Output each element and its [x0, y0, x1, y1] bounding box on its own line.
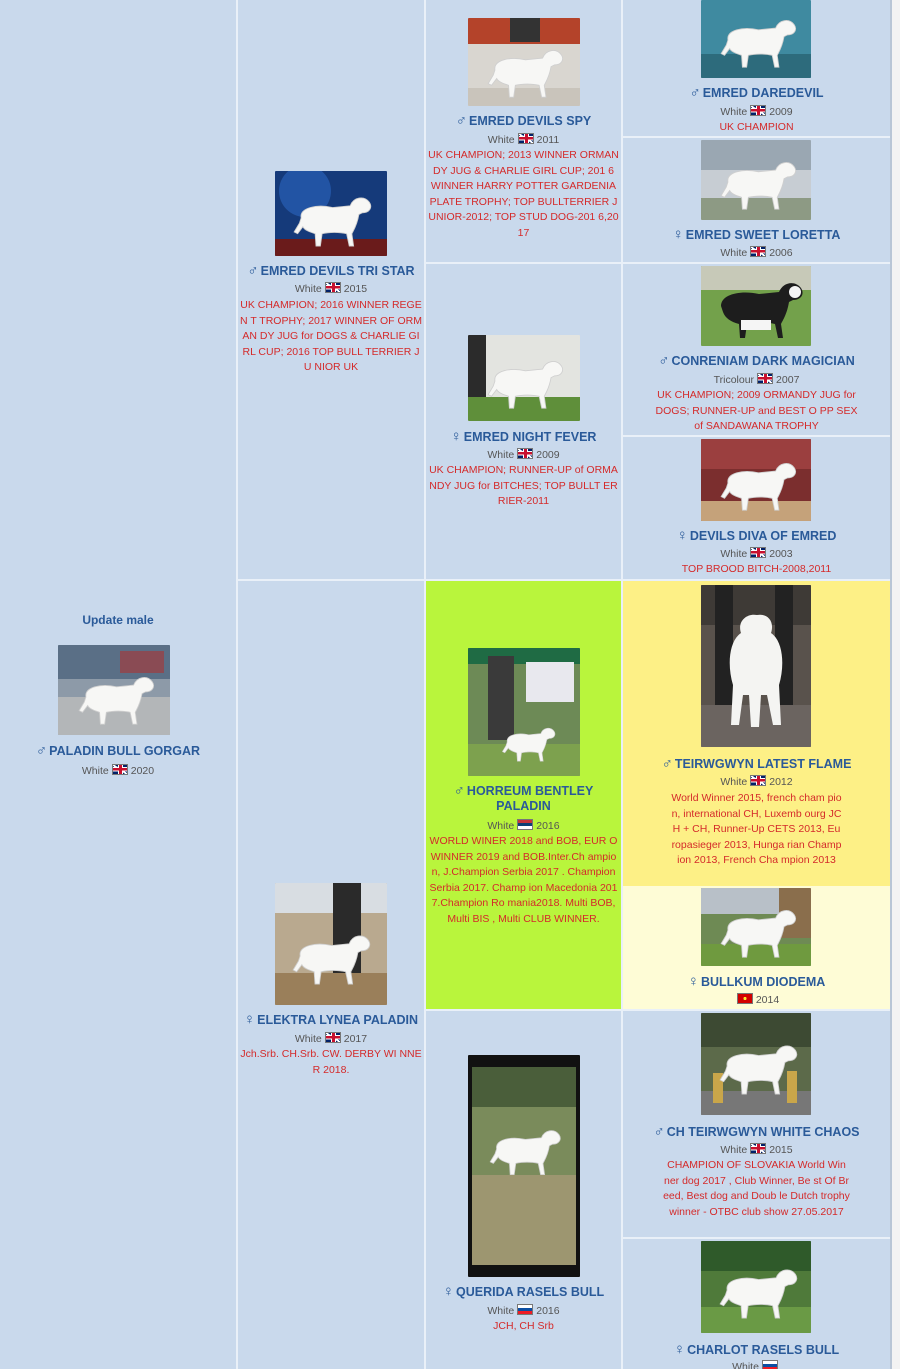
- ggp-1-meta: [623, 105, 890, 118]
- male-icon: ♂: [653, 1123, 665, 1140]
- dam-dam-color: White: [487, 1305, 515, 1317]
- ggp-2-photo[interactable]: [701, 140, 811, 220]
- female-icon: ♀: [672, 226, 684, 243]
- sire-sire-color: White: [487, 134, 515, 146]
- male-icon: ♂: [455, 112, 467, 129]
- rs-flag-icon: [517, 819, 533, 830]
- female-icon: ♀: [450, 428, 462, 445]
- sire-sire-year: 2011: [536, 134, 560, 146]
- ggp-3-color: Tricolour: [713, 374, 755, 386]
- ggp-2-name-row[interactable]: [623, 226, 890, 243]
- ggp-6-year: 2014: [755, 994, 780, 1006]
- sire-dam-name-row[interactable]: [426, 428, 621, 445]
- sk-flag-icon: [517, 1304, 533, 1315]
- ggp-7-year: 2015: [769, 1144, 793, 1156]
- ggp-cell-1: [623, 0, 890, 136]
- ggp-5-titles: World Winner 2015, french cham pion, international CH, Luxemb ourg JCH + CH, Runner-Up CETS 2013, Europasieger 2013, Hunga rian Champion 2013, French Cha mpion 2013: [671, 792, 842, 867]
- ggp-4-name: DEVILS DIVA OF EMRED: [689, 529, 837, 543]
- gb-flag-icon: [325, 1032, 341, 1043]
- sire-dam-color: White: [487, 449, 515, 461]
- dam-year: 2017: [343, 1033, 368, 1045]
- dam-dam-meta: [426, 1304, 621, 1317]
- gb-flag-icon: [750, 105, 766, 116]
- dam-cell: [238, 581, 424, 1369]
- dam-name-row[interactable]: [238, 1011, 424, 1028]
- gb-flag-icon: [325, 282, 341, 293]
- sire-sire-meta: [426, 133, 621, 146]
- female-icon: ♀: [676, 527, 688, 544]
- sire-year: 2015: [343, 283, 368, 295]
- female-icon: ♀: [243, 1011, 256, 1028]
- ggp-1-photo[interactable]: [701, 0, 811, 78]
- ggp-7-color: White: [720, 1144, 748, 1156]
- dam-dam-titles: JCH, CH Srb: [493, 1320, 554, 1332]
- sire-sire-name-row[interactable]: [426, 112, 621, 129]
- male-icon: ♂: [453, 782, 465, 799]
- dam-sire-color: White: [487, 820, 515, 832]
- dam-sire-year: 2016: [536, 820, 560, 832]
- subject-name: PALADIN BULL GORGAR: [49, 744, 201, 758]
- ggp-1-year: 2009: [769, 106, 793, 118]
- sire-cell: [238, 0, 424, 579]
- sire-dam-cell: [426, 264, 621, 579]
- dam-sire-meta: [426, 819, 621, 832]
- ggp-4-meta: [623, 547, 890, 560]
- sk-flag-icon: [762, 1360, 778, 1369]
- ggp-3-year: 2007: [776, 374, 800, 386]
- dam-dam-cell: [426, 1011, 621, 1369]
- ggp-5-photo[interactable]: [701, 585, 811, 747]
- ggp-cell-8: [623, 1239, 890, 1369]
- ggp-8-photo[interactable]: [701, 1241, 811, 1333]
- subject-name-row[interactable]: [0, 742, 236, 759]
- ggp-3-photo[interactable]: [701, 266, 811, 346]
- ggp-cell-7: [623, 1011, 890, 1237]
- dam-dam-name: QUERIDA RASELS BULL: [456, 1285, 605, 1299]
- ggp-4-photo[interactable]: [701, 439, 811, 521]
- ggp-2-name: EMRED SWEET LORETTA: [685, 228, 841, 242]
- male-icon: ♂: [689, 84, 701, 101]
- ggp-1-titles: UK CHAMPION: [719, 121, 794, 133]
- ggp-7-meta: [623, 1143, 890, 1156]
- subject-column: [0, 0, 236, 1369]
- ggp-1-color: White: [720, 106, 748, 118]
- dam-meta: [238, 1032, 424, 1045]
- sire-photo[interactable]: [275, 171, 387, 256]
- dam-sire-titles: WORLD WINER 2018 and BOB, EUR O WINNER 2019 and BOB.Inter.Ch ampion, J.Champion Serbia 2017 . Champion Serbia 2017. Champ ion Macedonia 2017.Champion Ro mania2018. Multi BOB,Multi BIS , Multi CLUB WINNER.: [429, 835, 618, 925]
- ggp-3-name: CONRENIAM DARK MAGICIAN: [671, 354, 855, 368]
- sire-dam-meta: [426, 448, 621, 461]
- ggp-cell-4: [623, 437, 890, 579]
- update-male-link[interactable]: Update male: [82, 613, 154, 627]
- gb-flag-icon: [750, 1143, 766, 1154]
- great-grandparents-column: [623, 0, 890, 1369]
- gb-flag-icon: [750, 775, 766, 786]
- ggp-3-titles: UK CHAMPION; 2009 ORMANDY JUG for DOGS; RUNNER-UP and BEST O PP SEX of SANDAWANA TROPHY: [655, 389, 858, 433]
- page-scroll-edge: [890, 0, 900, 1369]
- ggp-6-name-row[interactable]: [623, 973, 890, 990]
- gb-flag-icon: [750, 246, 766, 257]
- subject-year: 2020: [130, 765, 155, 777]
- sire-dam-name: EMRED NIGHT FEVER: [463, 430, 597, 444]
- gb-flag-icon: [517, 448, 533, 459]
- ggp-2-year: 2006: [769, 247, 793, 259]
- gb-flag-icon: [112, 764, 128, 775]
- sire-name: EMRED DEVILS TRI STAR: [260, 264, 415, 278]
- dam-sire-name: HORREUM BENTLEY PALADIN: [466, 784, 594, 813]
- ggp-cell-3: [623, 264, 890, 435]
- ggp-5-color: White: [720, 776, 748, 788]
- ggp-1-name: EMRED DAREDEVIL: [702, 86, 824, 100]
- ggp-5-name-row[interactable]: [623, 755, 890, 772]
- ggp-8-name: CHARLOT RASELS BULL: [687, 1343, 840, 1357]
- male-icon: ♂: [661, 755, 673, 772]
- female-icon: ♀: [673, 1341, 686, 1358]
- ggp-8-meta: [623, 1360, 890, 1369]
- sire-meta: [238, 282, 424, 295]
- sire-color: White: [294, 283, 322, 295]
- dam-sire-name-row[interactable]: [426, 783, 621, 814]
- ggp-3-name-row[interactable]: [623, 352, 890, 369]
- sire-sire-photo[interactable]: [468, 18, 580, 106]
- sire-dam-titles: UK CHAMPION; RUNNER-UP of ORMA NDY JUG for BITCHES; TOP BULLT ERRIER-2011: [429, 464, 618, 508]
- dam-name: ELEKTRA LYNEA PALADIN: [257, 1013, 419, 1027]
- subject-photo[interactable]: [58, 645, 170, 735]
- dam-sire-photo[interactable]: [468, 648, 580, 776]
- dam-titles: Jch.Srb. CH.Srb. CW. DERBY WI NNER 2018.: [240, 1048, 422, 1076]
- gb-flag-icon: [750, 547, 766, 558]
- ggp-3-meta: [623, 373, 890, 386]
- grandparents-column: [426, 0, 621, 1369]
- ggp-4-color: White: [720, 548, 748, 560]
- sire-name-row[interactable]: [238, 262, 424, 279]
- ggp-7-photo[interactable]: [701, 1013, 811, 1115]
- mk-flag-icon: [737, 993, 753, 1004]
- ggp-6-name: BULLKUM DIODEMA: [700, 975, 826, 989]
- gb-flag-icon: [757, 373, 773, 384]
- ggp-7-titles: CHAMPION OF SLOVAKIA World Win ner dog 2017 , Club Winner, Be st Of Breed, Best dog and Doub le Dutch trophy winner - OTBC club show 27.05.2017: [663, 1159, 850, 1218]
- male-icon: ♂: [35, 742, 48, 759]
- subject-color: White: [81, 765, 109, 777]
- sire-dam-photo[interactable]: [468, 335, 580, 421]
- ggp-6-photo[interactable]: [701, 888, 811, 966]
- ggp-1-name-row[interactable]: [623, 84, 890, 101]
- ggp-cell-2: [623, 138, 890, 262]
- dam-dam-year: 2016: [536, 1305, 560, 1317]
- ggp-4-year: 2003: [769, 548, 793, 560]
- sire-sire-titles: UK CHAMPION; 2013 WINNER ORMAN DY JUG & CHARLIE GIRL CUP; 201 6 WINNER HARRY POTTER GARDENIA PLATE TROPHY; TOP BULLTERRIER JUNIOR-2012; TOP STUD DOG-201 6,2017: [428, 149, 619, 239]
- dam-sire-cell: [426, 581, 621, 1009]
- female-icon: ♀: [687, 973, 699, 990]
- ggp-6-meta: [623, 993, 890, 1006]
- sire-dam-year: 2009: [536, 449, 560, 461]
- ggp-5-year: 2012: [769, 776, 793, 788]
- sire-sire-name: EMRED DEVILS SPY: [469, 114, 592, 128]
- dam-color: White: [294, 1033, 322, 1045]
- sire-sire-cell: [426, 0, 621, 262]
- ggp-8-name-row[interactable]: [623, 1341, 890, 1358]
- ggp-5-meta: [623, 775, 890, 788]
- ggp-cell-6: [623, 886, 890, 1009]
- ggp-7-name-row[interactable]: [623, 1123, 890, 1140]
- male-icon: ♂: [658, 352, 670, 369]
- ggp-4-name-row[interactable]: [623, 527, 890, 544]
- dam-dam-name-row[interactable]: [426, 1283, 621, 1300]
- ggp-cell-5: [623, 581, 890, 886]
- dam-dam-photo[interactable]: [468, 1055, 580, 1277]
- gb-flag-icon: [518, 133, 534, 144]
- ggp-4-titles: TOP BROOD BITCH-2008,2011: [681, 563, 832, 575]
- female-icon: ♀: [442, 1283, 455, 1300]
- dam-photo[interactable]: [275, 883, 387, 1005]
- ggp-2-color: White: [720, 247, 748, 259]
- ggp-5-name: TEIRWGWYN LATEST FLAME: [674, 757, 852, 771]
- ggp-7-name: CH TEIRWGWYN WHITE CHAOS: [666, 1125, 860, 1139]
- sire-titles: UK CHAMPION; 2016 WINNER REGEN T TROPHY; 2017 WINNER OF ORMAN DY JUG for DOGS & CHARLIE GIRL CUP; 2016 TOP BULL TERRIER JU NIOR UK: [240, 299, 422, 374]
- ggp-2-meta: [623, 246, 890, 259]
- male-icon: ♂: [247, 262, 259, 279]
- ggp-8-color: White: [732, 1361, 759, 1369]
- subject-meta: [0, 764, 236, 777]
- parents-column: [238, 0, 424, 1369]
